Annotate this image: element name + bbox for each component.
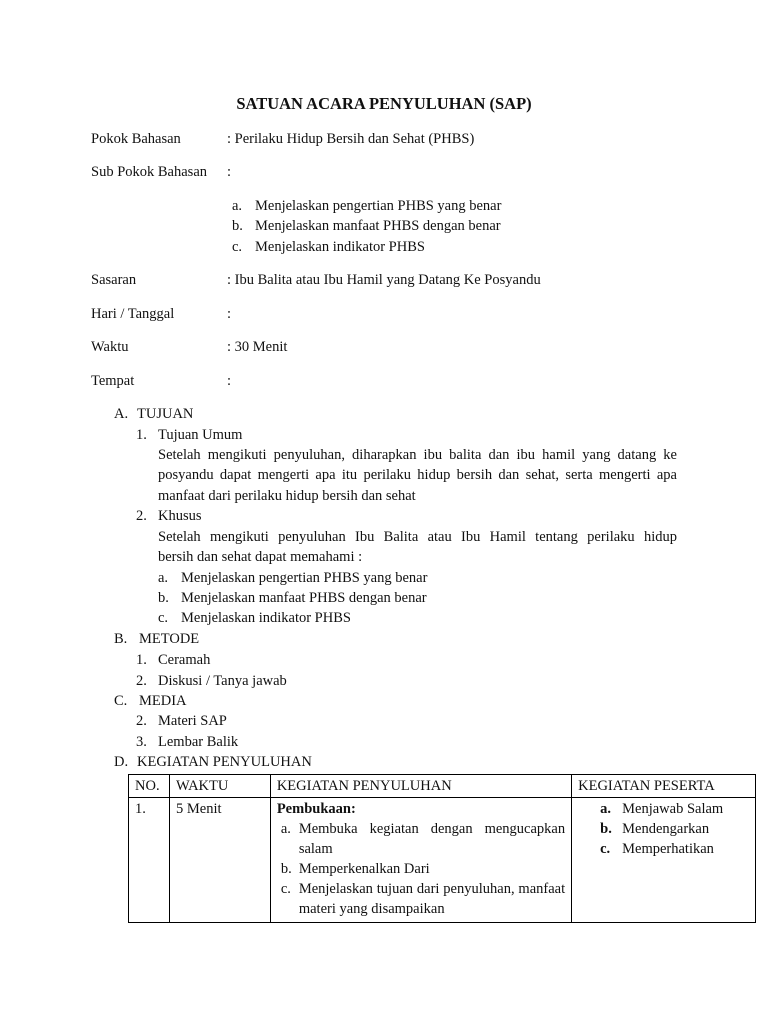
sub-pokok-marker: a. [232, 198, 243, 214]
list-marker: a. [158, 570, 169, 586]
list-marker: 2. [136, 673, 147, 689]
field-value-pokok-bahasan: : Perilaku Hidup Bersih dan Sehat (PHBS) [227, 131, 475, 147]
list-item-text: Mendengarkan [622, 821, 710, 837]
field-label-waktu: Waktu [91, 339, 129, 355]
section-heading-tujuan: TUJUAN [137, 406, 194, 422]
field-value-sub-pokok-bahasan: : [227, 164, 232, 180]
section-marker: B. [114, 631, 128, 647]
sub-pokok-marker: b. [232, 218, 243, 234]
list-item-text: Memperhatikan [622, 841, 714, 857]
list-marker: c. [158, 610, 169, 626]
field-value-sasaran: : Ibu Balita atau Ibu Hamil yang Datang Ke Posyandu [227, 272, 541, 288]
paragraph-line: Setelah mengikuti penyuluhan Ibu Balita atau Ibu Hamil tentang perilaku hidup [158, 529, 677, 545]
field-label-pokok-bahasan: Pokok Bahasan [91, 131, 181, 147]
list-marker: 2. [136, 713, 147, 729]
field-value-waktu: : 30 Menit [227, 339, 288, 355]
paragraph-line: posyandu dapat mengerti apa itu perilaku hidup bersih dan sehat, serta mengerti apa [158, 467, 677, 483]
field-label-sub-pokok-bahasan: Sub Pokok Bahasan [91, 164, 207, 180]
list-item [578, 839, 749, 859]
sub-pokok-marker: c. [232, 239, 243, 255]
list-item-text: Membuka kegiatan dengan mengucapkan salam [298, 821, 566, 857]
kegiatan-list [277, 819, 565, 919]
kegiatan-title: Pembukaan: [276, 801, 356, 817]
subsection-heading-tujuan-umum: Tujuan Umum [158, 427, 243, 443]
list-item [578, 799, 749, 819]
list-item: Ceramah [158, 652, 211, 668]
section-heading-media: MEDIA [139, 693, 187, 709]
list-item: Menjelaskan indikator PHBS [181, 610, 351, 626]
table-header-cell: KEGIATAN PENYULUHAN [270, 775, 571, 798]
list-marker: 1. [136, 652, 147, 668]
sub-pokok-item: Menjelaskan pengertian PHBS yang benar [255, 198, 502, 214]
list-item: Menjelaskan pengertian PHBS yang benar [181, 570, 428, 586]
sub-pokok-item: Menjelaskan manfaat PHBS dengan benar [255, 218, 501, 234]
table-row [129, 798, 756, 923]
list-item-text: Menjawab Salam [622, 801, 724, 817]
page-title: SATUAN ACARA PENYULUHAN (SAP) [236, 94, 532, 113]
section-marker: C. [114, 693, 128, 709]
list-marker: 3. [136, 734, 147, 750]
kegiatan-table [128, 774, 756, 923]
field-value-tempat: : [227, 373, 232, 389]
list-item: Lembar Balik [158, 734, 239, 750]
list-marker: a. [600, 801, 611, 817]
list-item-text: Memperkenalkan Dari [298, 861, 430, 877]
table-header-cell: KEGIATAN PESERTA [572, 775, 756, 798]
list-marker: c. [280, 881, 291, 897]
section-heading-metode: METODE [139, 631, 200, 647]
table-header-cell: NO. [129, 775, 170, 798]
list-marker: b. [600, 821, 612, 837]
subsection-marker: 2. [136, 508, 147, 524]
list-marker: b. [280, 861, 292, 877]
list-item: Menjelaskan manfaat PHBS dengan benar [181, 590, 427, 606]
section-heading-kegiatan: KEGIATAN PENYULUHAN [137, 754, 312, 770]
section-marker: D. [114, 754, 129, 770]
list-item [277, 819, 565, 859]
list-item: Materi SAP [158, 713, 227, 729]
field-value-hari-tanggal: : [227, 306, 232, 322]
peserta-list [578, 799, 749, 859]
list-item [277, 859, 565, 879]
section-marker: A. [114, 406, 129, 422]
subsection-marker: 1. [136, 427, 147, 443]
sub-pokok-item: Menjelaskan indikator PHBS [255, 239, 425, 255]
paragraph-line: Setelah mengikuti penyuluhan, diharapkan ibu balita dan ibu hamil yang datang ke [158, 447, 677, 463]
list-marker: a. [280, 821, 291, 837]
table-cell-no: 1. [129, 798, 170, 923]
field-label-hari-tanggal: Hari / Tanggal [91, 306, 175, 322]
list-item: Diskusi / Tanya jawab [158, 673, 287, 689]
list-marker: b. [158, 590, 169, 606]
list-item [578, 819, 749, 839]
field-label-sasaran: Sasaran [91, 272, 137, 288]
paragraph-line: bersih dan sehat dapat memahami : [158, 549, 363, 565]
subsection-heading-khusus: Khusus [158, 508, 202, 524]
list-item-text: Menjelaskan tujuan dari penyuluhan, manfaat materi yang disampaikan [298, 881, 566, 917]
table-cell-peserta [572, 798, 756, 923]
field-label-tempat: Tempat [91, 373, 135, 389]
table-header-row [129, 775, 756, 798]
table-header-cell: WAKTU [169, 775, 270, 798]
paragraph-line: manfaat dari perilaku hidup bersih dan sehat [158, 488, 416, 504]
table-cell-waktu: 5 Menit [169, 798, 270, 923]
table-cell-kegiatan [270, 798, 571, 923]
list-marker: c. [600, 841, 611, 857]
list-item [277, 879, 565, 919]
